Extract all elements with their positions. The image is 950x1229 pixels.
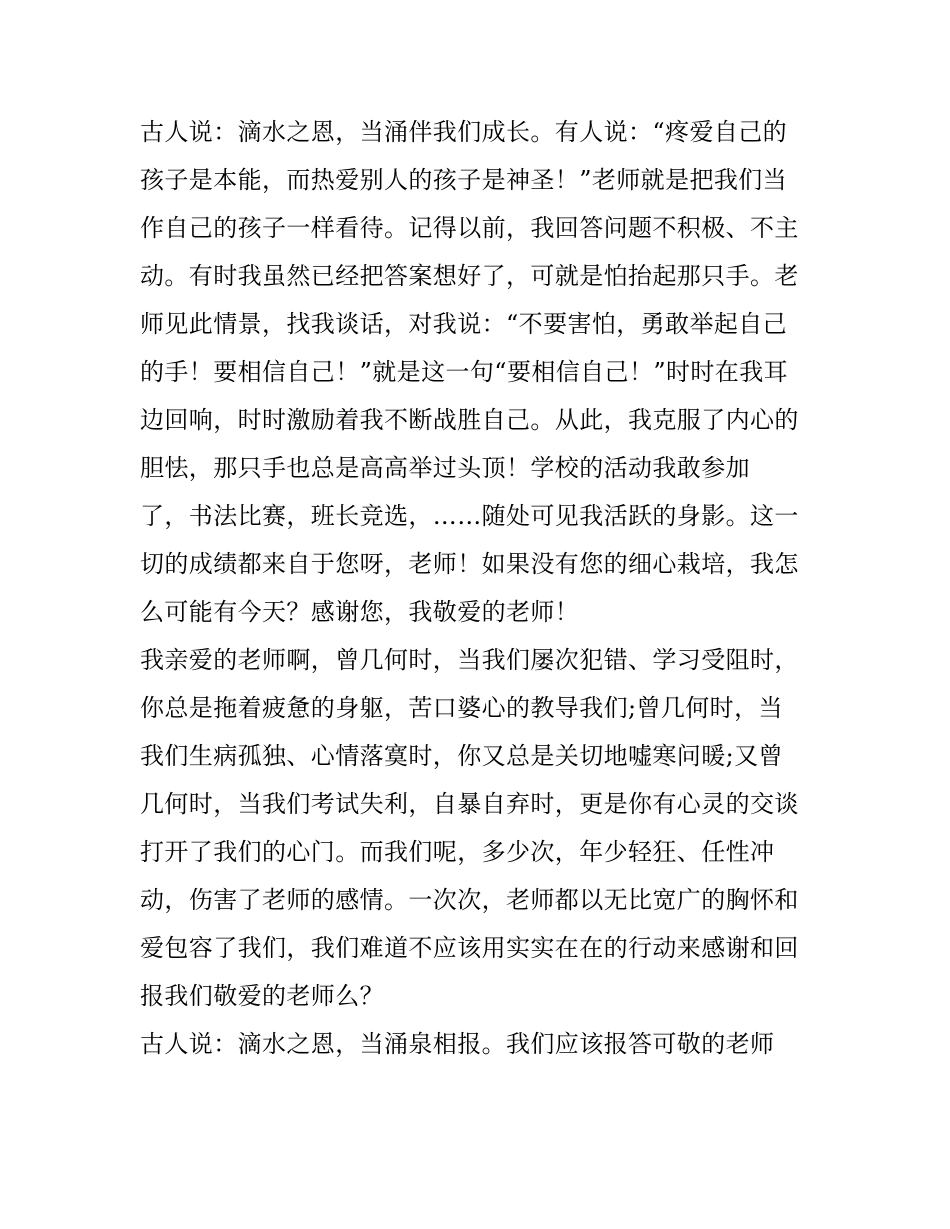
text-line-9: 了，书法比赛，班长竞选，……随处可见我活跃的身影。这一 — [140, 502, 799, 530]
text-line-14: 我们生病孤独、心情落寞时，你又总是关切地嘘寒问暖;又曾 — [140, 742, 783, 770]
text-line-3: 作自己的孩子一样看待。记得以前，我回答问题不积极、不主 — [140, 214, 799, 242]
text-line-15: 几何时，当我们考试失利，自暴自弃时，更是你有心灵的交谈 — [140, 790, 799, 818]
text-line-7: 边回响，时时激励着我不断战胜自己。从此，我克服了内心的 — [140, 406, 799, 434]
document-body — [140, 108, 812, 1068]
text-line-13: 你总是拖着疲惫的身躯，苦口婆心的教导我们;曾几何时，当 — [140, 694, 783, 722]
text-line-16: 打开了我们的心门。而我们呢，多少次，年少轻狂、任性冲 — [140, 838, 775, 866]
text-line-19: 报我们敬爱的老师么？ — [140, 982, 384, 1010]
text-line-4: 动。有时我虽然已经把答案想好了，可就是怕抬起那只手。老 — [140, 262, 799, 290]
text-line-8: 胆怯，那只手也总是高高举过头顶！学校的活动我敢参加 — [140, 454, 750, 482]
text-line-6: 的手！要相信自己！”就是这一句“要相信自己！”时时在我耳 — [140, 358, 789, 386]
text-line-20: 古人说：滴水之恩，当涌泉相报。我们应该报答可敬的老师 — [140, 1030, 775, 1058]
text-line-5: 师见此情景，找我谈话，对我说：“不要害怕，勇敢举起自己 — [140, 310, 788, 338]
text-line-18: 爱包容了我们，我们难道不应该用实实在在的行动来感谢和回 — [140, 934, 799, 962]
text-line-2: 孩子是本能，而热爱别人的孩子是神圣！”老师就是把我们当 — [140, 166, 788, 194]
text-line-1: 古人说：滴水之恩，当涌伴我们成长。有人说：“疼爱自己的 — [140, 118, 788, 146]
text-line-17: 动，伤害了老师的感情。一次次，老师都以无比宽广的胸怀和 — [140, 886, 799, 914]
text-line-10: 切的成绩都来自于您呀，老师！如果没有您的细心栽培，我怎 — [140, 550, 799, 578]
text-line-11: 么可能有今天？感谢您，我敬爱的老师！ — [140, 598, 580, 626]
text-line-12: 我亲爱的老师啊，曾几何时，当我们屡次犯错、学习受阻时， — [140, 646, 799, 674]
